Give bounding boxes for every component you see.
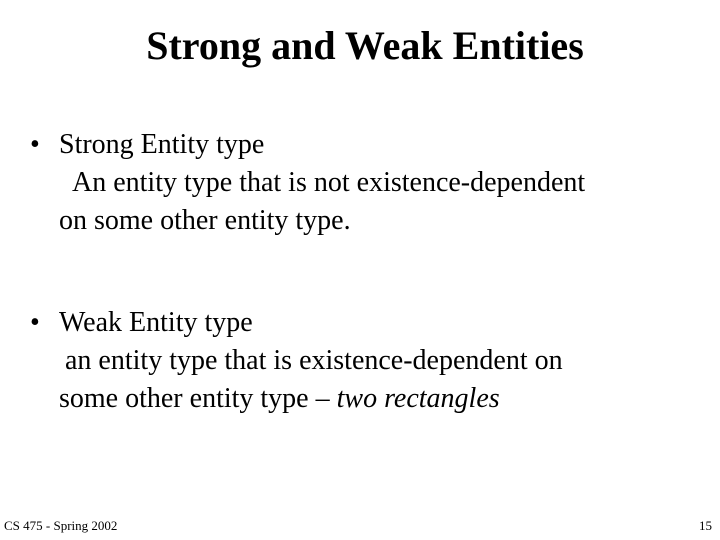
slide-title: Strong and Weak Entities xyxy=(146,23,584,68)
bullet-heading: Weak Entity type xyxy=(59,307,253,338)
bullet-marker: • xyxy=(30,129,40,160)
bullet-marker: • xyxy=(30,307,40,338)
footer-course: CS 475 - Spring 2002 xyxy=(4,518,118,533)
description-line: An entity type that is not existence-dependent xyxy=(72,167,586,198)
description-line: an entity type that is existence-dependent on xyxy=(65,345,563,376)
bullet-weak-entity xyxy=(30,304,680,418)
description-line-italic: two rectangles xyxy=(336,383,500,414)
bullet-heading: Strong Entity type xyxy=(59,129,265,160)
bullet-heading-row xyxy=(30,304,680,342)
bullet-strong-entity xyxy=(30,126,680,240)
bullet-description xyxy=(59,342,680,418)
bullet-description xyxy=(59,164,680,240)
bullet-heading-row xyxy=(30,126,680,164)
description-line-plain: some other entity type – xyxy=(59,383,337,414)
description-line: on some other entity type. xyxy=(59,205,351,236)
footer-page-number: 15 xyxy=(699,518,712,533)
